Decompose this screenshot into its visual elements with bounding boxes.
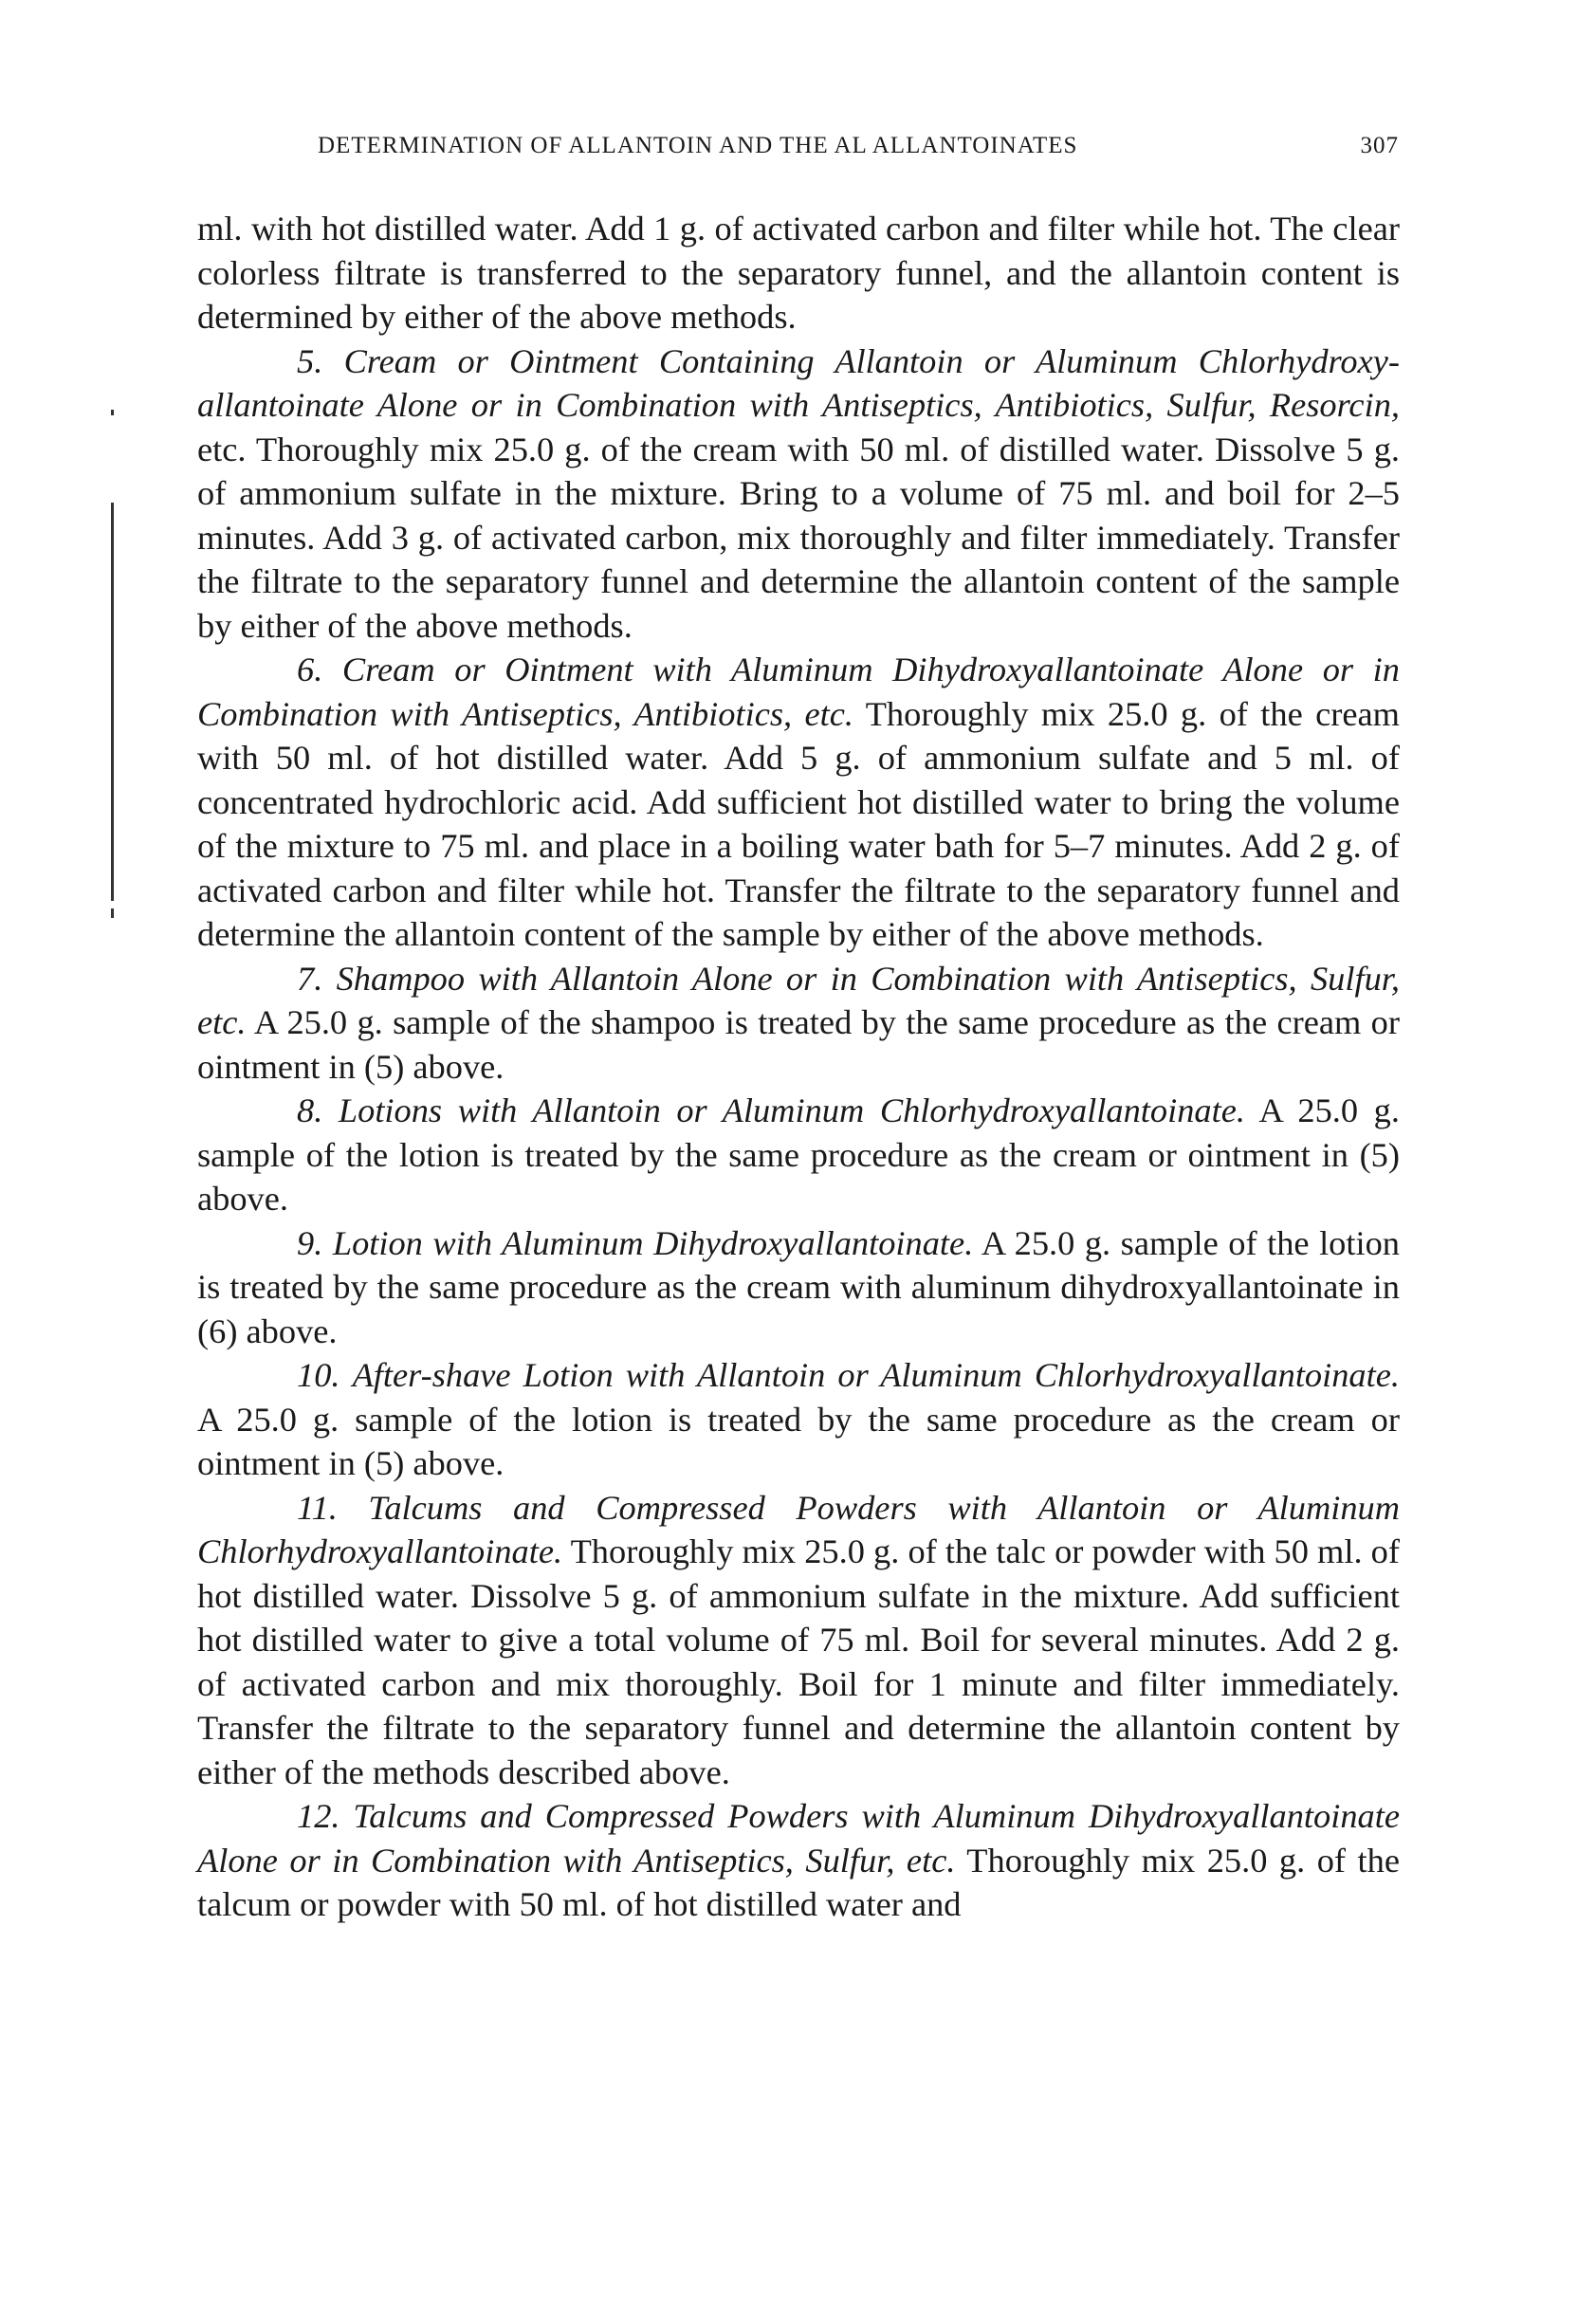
section-text: Thoroughly mix 25.0 g. of the cream with 50 ml. of hot distilled water. Add 5 g. of ammonium sulfate and 5 ml. of concentrated hydrochloric acid. Add sufficient hot distilled water to bring the volume of the mixture to 75 ml. and place in a boiling water bath for 5–7 minutes. Add 2 g. of activated carbon and filter while hot. Transfer the filtrate to the separatory funnel and determine the allantoin content of the sample by either of the above methods. bbox=[197, 694, 1400, 953]
section-text: A 25.0 g. sample of the lotion is treated by the same procedure as the cream or ointment in (5) above. bbox=[197, 1091, 1400, 1218]
section-text: A 25.0 g. sample of the lotion is treated by the same procedure as the cream or ointment in (5) above. bbox=[197, 1400, 1400, 1482]
paragraph-text: ml. with hot distilled water. Add 1 g. of activated carbon and filter while hot. The clear colorless filtrate is transferred to the separatory funnel, and the allantoin content is determined by either of the above methods. bbox=[197, 210, 1400, 336]
section-text: etc. Thoroughly mix 25.0 g. of the cream with 50 ml. of distilled water. Dissolve 5 g. of ammonium sulfate in the mixture. Bring to a volume of 75 ml. and boil for 2–5 minutes. Add 3 g. of activated carbon, mix thoroughly and filter immediately. Transfer the filtrate to the separatory funnel and determine the allantoin content of the sample by either of the above methods. bbox=[197, 430, 1400, 645]
section-number: 7. bbox=[297, 959, 323, 998]
page-body bbox=[197, 207, 1400, 1927]
section-number: 11. bbox=[297, 1488, 338, 1527]
section-heading: Lotions with Allantoin or Aluminum Chlorhydroxyallantoinate. bbox=[338, 1091, 1245, 1129]
section-heading: Lotion with Aluminum Dihydroxyallantoinate. bbox=[332, 1223, 974, 1262]
section-number: 9. bbox=[297, 1223, 323, 1262]
section-6 bbox=[197, 648, 1400, 957]
section-10 bbox=[197, 1353, 1400, 1486]
section-heading: Shampoo with Allantoin Alone or in Combination with Antiseptics, Sulfur, etc. bbox=[197, 959, 1400, 1041]
section-number: 5. bbox=[297, 341, 323, 380]
section-9 bbox=[197, 1221, 1400, 1354]
margin-marks bbox=[111, 389, 117, 920]
running-header bbox=[197, 133, 1399, 171]
section-heading: Talcums and Compressed Powders with Aluminum Dihydroxyallantoinate Alone or in Combination with Antiseptics, Sulfur, etc. bbox=[197, 1797, 1400, 1880]
section-number: 6. bbox=[297, 651, 323, 688]
section-number: 10. bbox=[297, 1356, 340, 1394]
section-heading: After-shave Lotion with Allantoin or Aluminum Chlorhydroxyallantoinate. bbox=[352, 1356, 1400, 1394]
section-text: A 25.0 g. sample of the lotion is treated by the same procedure as the cream with aluminum dihydroxyallantoinate in (6) above. bbox=[197, 1223, 1400, 1350]
section-11 bbox=[197, 1486, 1400, 1795]
section-5 bbox=[197, 339, 1400, 649]
section-heading: Cream or Ointment with Aluminum Dihydroxyallantoinate Alone or in Combination with Antiseptics, Antibiotics, etc. bbox=[197, 651, 1400, 733]
section-heading: Talcums and Compressed Powders with Allantoin or Aluminum Chlorhydroxyallantoinate. bbox=[197, 1488, 1401, 1570]
section-number: 8. bbox=[297, 1091, 323, 1129]
section-8 bbox=[197, 1089, 1400, 1221]
section-12 bbox=[197, 1794, 1400, 1927]
page-number: 307 bbox=[1360, 133, 1399, 158]
section-text: Thoroughly mix 25.0 g. of the talcum or powder with 50 ml. of hot distilled water and bbox=[197, 1841, 1400, 1923]
section-text: A 25.0 g. sample of the shampoo is treated by the same procedure as the cream or ointment in (5) above. bbox=[197, 1003, 1400, 1086]
section-text: Thoroughly mix 25.0 g. of the talc or powder with 50 ml. of hot distilled water. Dissolve 5 g. of ammonium sulfate in the mixture. Add sufficient hot distilled water to give a total volume of 75 ml. Boil for several minutes. Add 2 g. of activated carbon and mix thoroughly. Boil for 1 minute and filter immediately. Transfer the filtrate to the separatory funnel and determine the allantoin content by either of the methods described above. bbox=[197, 1532, 1400, 1791]
section-heading: Cream or Ointment Containing Allantoin or Aluminum Chlorhydroxyallantoinate Alone or in Combination with Antiseptics, Antibiotics, Sulfur, Resorcin, bbox=[197, 341, 1400, 424]
running-title: DETERMINATION OF ALLANTOIN AND THE AL ALLANTOINATES bbox=[318, 133, 1078, 158]
paragraph-continuation bbox=[197, 207, 1400, 339]
section-number: 12. bbox=[297, 1797, 340, 1835]
section-7 bbox=[197, 957, 1400, 1090]
